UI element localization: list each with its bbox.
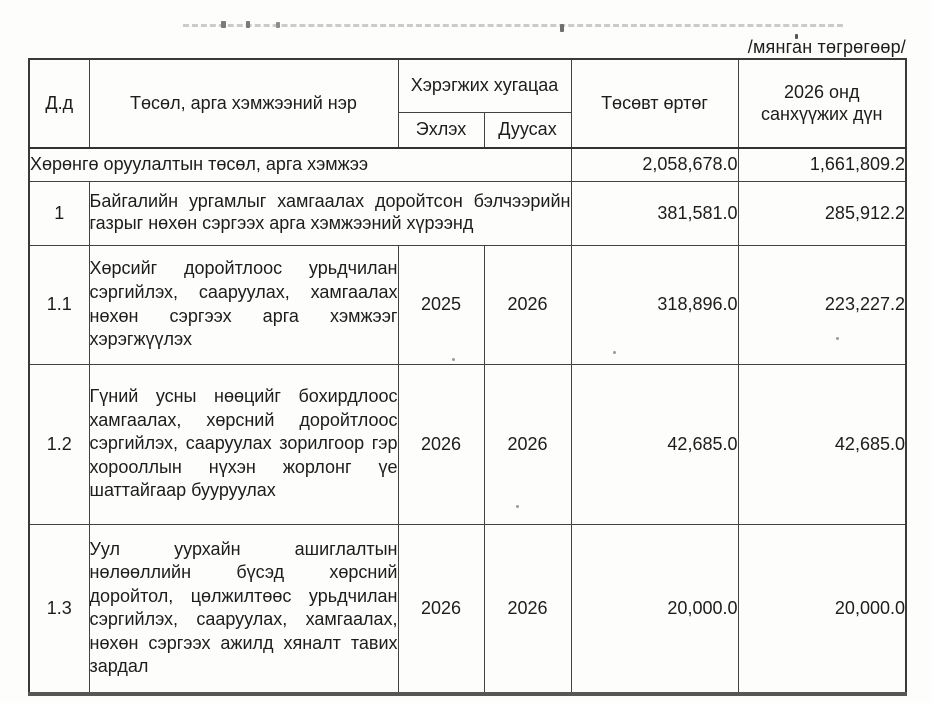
group-num-cell: 1	[29, 181, 89, 245]
row-start-cell: 2026	[398, 524, 484, 694]
group-financed-cell: 285,912.2	[738, 181, 906, 245]
header-num-cell: Д.д	[29, 59, 89, 148]
scan-artifact-line	[183, 24, 843, 27]
row-start-cell: 2025	[398, 245, 484, 364]
budget-table	[28, 58, 907, 696]
header-period-end-cell: Дуусах	[484, 112, 571, 148]
row-end-cell: 2026	[484, 245, 571, 364]
row-end-cell: 2026	[484, 524, 571, 694]
project-row	[29, 524, 906, 694]
header-period-group-cell: Хэрэгжих хугацаа	[398, 59, 571, 112]
summary-financed-cell: 1,661,809.2	[738, 148, 906, 181]
header-financed-cell: 2026 онд санхүүжих дүн	[738, 59, 906, 148]
row-budget-cell: 318,896.0	[571, 245, 738, 364]
project-row	[29, 245, 906, 364]
scan-speck	[560, 24, 564, 32]
header-period-start-cell: Эхлэх	[398, 112, 484, 148]
row-name-cell: Хөрсийг доройтлоос урьдчилан сэргийлэх, сааруулах, хамгаалах нөхөн сэргээх арга хэмжээг хэрэгжүүлэх	[89, 245, 398, 364]
row-financed-cell: 20,000.0	[738, 524, 906, 694]
project-row	[29, 364, 906, 524]
summary-row	[29, 148, 906, 181]
row-financed-cell: 223,227.2	[738, 245, 906, 364]
header-name-cell: Төсөл, арга хэмжээний нэр	[89, 59, 398, 148]
header-budget-cell: Төсөвт өртөг	[571, 59, 738, 148]
scan-speck	[221, 21, 226, 28]
summary-budget-cell: 2,058,678.0	[571, 148, 738, 181]
summary-title-cell: Хөрөнгө оруулалтын төсөл, арга хэмжээ	[29, 148, 571, 181]
group-row	[29, 181, 906, 245]
unit-note: /мянган төгрөгөөр/	[747, 37, 906, 57]
row-financed-cell: 42,685.0	[738, 364, 906, 524]
row-num-cell: 1.3	[29, 524, 89, 694]
row-budget-cell: 20,000.0	[571, 524, 738, 694]
row-num-cell: 1.1	[29, 245, 89, 364]
scan-speck	[276, 22, 280, 28]
row-end-cell: 2026	[484, 364, 571, 524]
group-name-cell: Байгалийн ургамлыг хамгаалах доройтсон бэлчээрийн газрыг нөхөн сэргээх арга хэмжээний хүрээнд	[89, 181, 571, 245]
row-start-cell: 2026	[398, 364, 484, 524]
header-row	[29, 59, 906, 112]
row-name-cell: Гүний усны нөөцийг бохирдлоос хамгаалах, хөрсний доройтлоос сэргийлэх, сааруулах зорилгоор гэр хорооллын нүхэн жорлонг үе шаттайгаар бууруулах	[89, 364, 398, 524]
row-num-cell: 1.2	[29, 364, 89, 524]
row-name-cell: Уул уурхайн ашиглалтын нөлөөллийн бүсэд хөрсний доройтол, цөлжилтөөс урьдчилан сэргийлэх, сааруулах, хамгаалах, нөхөн сэргээх ажилд хяналт тавих зардал	[89, 524, 398, 694]
group-budget-cell: 381,581.0	[571, 181, 738, 245]
row-budget-cell: 42,685.0	[571, 364, 738, 524]
scan-speck	[246, 21, 250, 28]
